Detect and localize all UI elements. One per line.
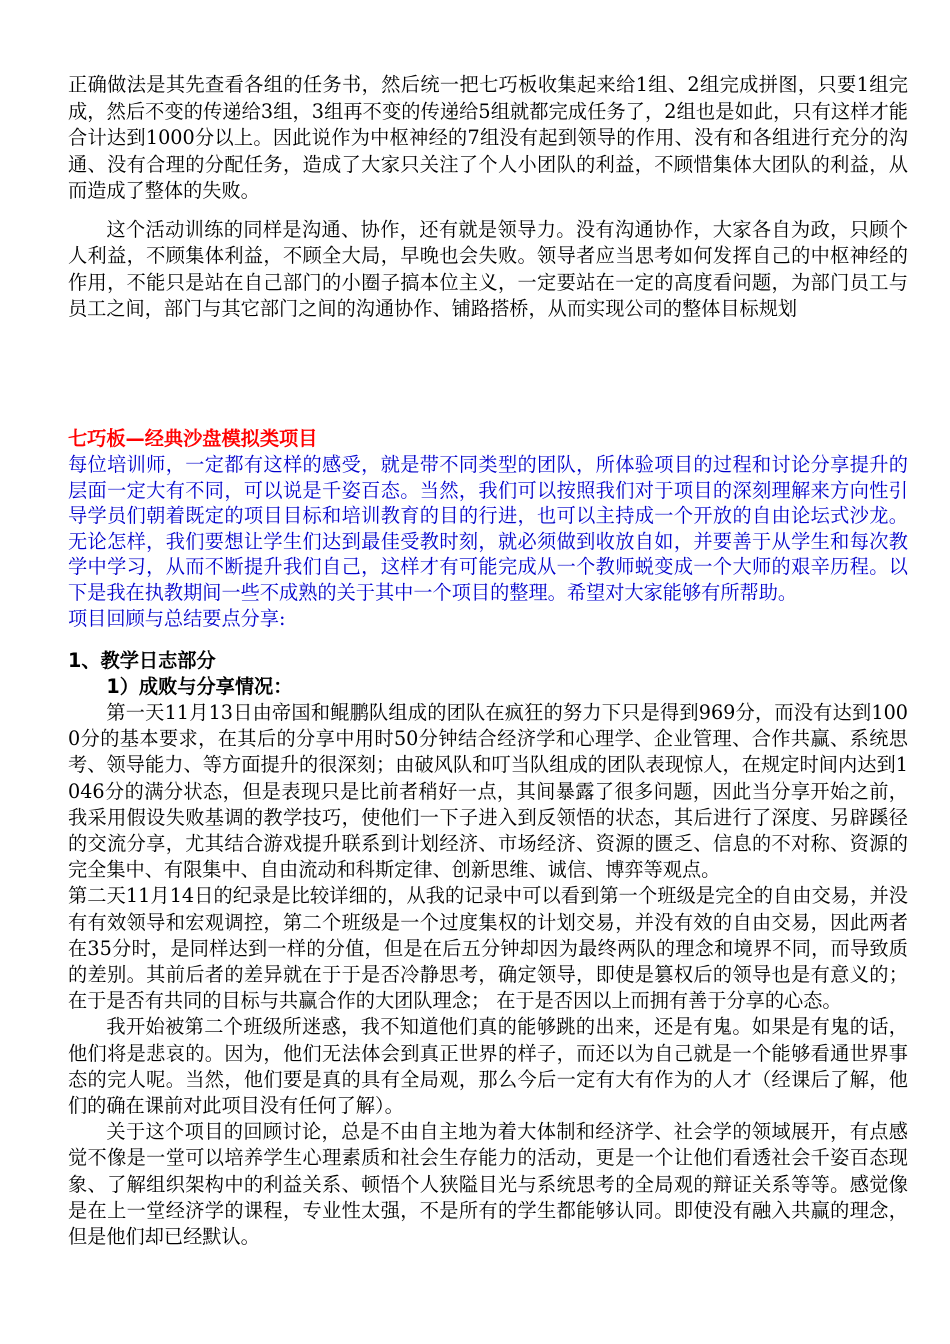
results-subheading: 1）成败与分享情况： bbox=[106, 675, 293, 698]
trainer-introduction bbox=[68, 452, 908, 631]
section-title: 七巧板—经典沙盘模拟类项目 bbox=[68, 427, 318, 450]
teaching-log-section bbox=[68, 648, 908, 1250]
log-paragraph-3: 我开始被第二个班级所迷惑，我不知道他们真的能够跳的出来，还是有鬼。如果是有鬼的话，他们将是悲哀的。因为，他们无法体会到真正世界的样子，而还以为自己就是一个能够看通世界事态的完人呢。当然，他们要是真的具有全局观，那么今后一定有大有作为的人才（经课后了解，他们的确在课前对此项目没有任何了解）。 bbox=[68, 1015, 908, 1118]
log-paragraph-2: 第二天11月14日的纪录是比较详细的，从我的记录中可以看到第一个班级是完全的自由交易，并没有有效领导和宏观调控，第二个班级是一个过度集权的计划交易，并没有效的自由交易，因此两者在35分时，是同样达到一样的分值，但是在后五分钟却因为最终两队的理念和境界不同，而导致质的差别。其前后者的差异就在于于是否冷静思考，确定领导，即使是篡权后的领导也是有意义的；在于是否有共同的目标与共赢合作的大团队理念； 在于是否因以上而拥有善于分享的心态。 bbox=[68, 884, 908, 1013]
summary-label: 项目回顾与总结要点分享: bbox=[68, 606, 286, 630]
log-paragraph-4: 关于这个项目的回顾讨论，总是不由自主地为着大体制和经济学、社会学的领域展开，有点感觉不像是一堂可以培养学生心理素质和社会生存能力的活动，更是一个让他们看透社会千姿百态现象、了解组织架构中的利益关系、顿悟个人狭隘目光与系统思考的全局观的辩证关系等等。感觉像是在上一堂经济学的课程，专业性太强，不是所有的学生都能够认同。即使没有融入共赢的理念，但是他们却已经默认。 bbox=[68, 1120, 908, 1249]
intro-paragraph-1: 正确做法是其先查看各组的任务书，然后统一把七巧板收集起来给1组、2组完成拼图，只要1组完成，然后不变的传递给3组，3组再不变的传递给5组就都完成任务了，2组也是如此，只有这样才能合计达到1000分以上。因此说作为中枢神经的7组没有起到领导的作用、没有和各组进行充分的沟通、没有合理的分配任务，造成了大家只关注了个人小团队的利益，不顾惜集体大团队的利益，从而造成了整体的失败。 bbox=[68, 73, 908, 202]
trainer-introduction-text: 每位培训师，一定都有这样的感受，就是带不同类型的团队，所体验项目的过程和讨论分享提升的层面一定大有不同，可以说是千姿百态。当然，我们可以按照我们对于项目的深刻理解来方向性引导学员们朝着既定的项目目标和培训教育的目的行进，也可以主持成一个开放的自由论坛式沙龙。无论怎样，我们要想让学生们达到最佳受教时刻，就必须做到收放自如，并要善于从学生和每次教学中学习，从而不断提升我们自己，这样才有可能完成从一个教师蜕变成一个大师的艰辛历程。以下是我在执教期间一些不成熟的关于其中一个项目的整理。希望对大家能够有所帮助。 bbox=[68, 453, 908, 604]
teaching-log-heading: 1、教学日志部分 bbox=[68, 649, 216, 672]
intro-paragraph-2: 这个活动训练的同样是沟通、协作，还有就是领导力。没有沟通协作，大家各自为政，只顾个人利益，不顾集体利益，不顾全大局，早晚也会失败。领导者应当思考如何发挥自己的中枢神经的作用，不能只是站在自己部门的小圈子搞本位主义，一定要站在一定的高度看问题，为部门员工与员工之间，部门与其它部门之间的沟通协作、铺路搭桥，从而实现公司的整体目标规划 bbox=[68, 217, 908, 320]
log-paragraph-1: 第一天11月13日由帝国和鲲鹏队组成的团队在疯狂的努力下只是得到969分，而没有达到1000分的基本要求，在其后的分享中用时50分钟结合经济学和心理学、企业管理、合作共赢、系统思考、领导能力、等方面提升的很深刻；由破风队和叮当队组成的团队表现惊人，在规定时间内达到1046分的满分状态，但是表现只是比前者稍好一点，其间暴露了很多问题，因此当分享开始之前，我采用假设失败基调的教学技巧，使他们一下子进入到反领悟的状态，其后进行了深度、另辟蹊径的交流分享，尤其结合游戏提升联系到计划经济、市场经济、资源的匮乏、信息的不对称、资源的完全集中、有限集中、自由流动和科斯定律、创新思维、诚信、博弈等观点。 bbox=[68, 701, 908, 882]
intro-section bbox=[68, 72, 908, 323]
